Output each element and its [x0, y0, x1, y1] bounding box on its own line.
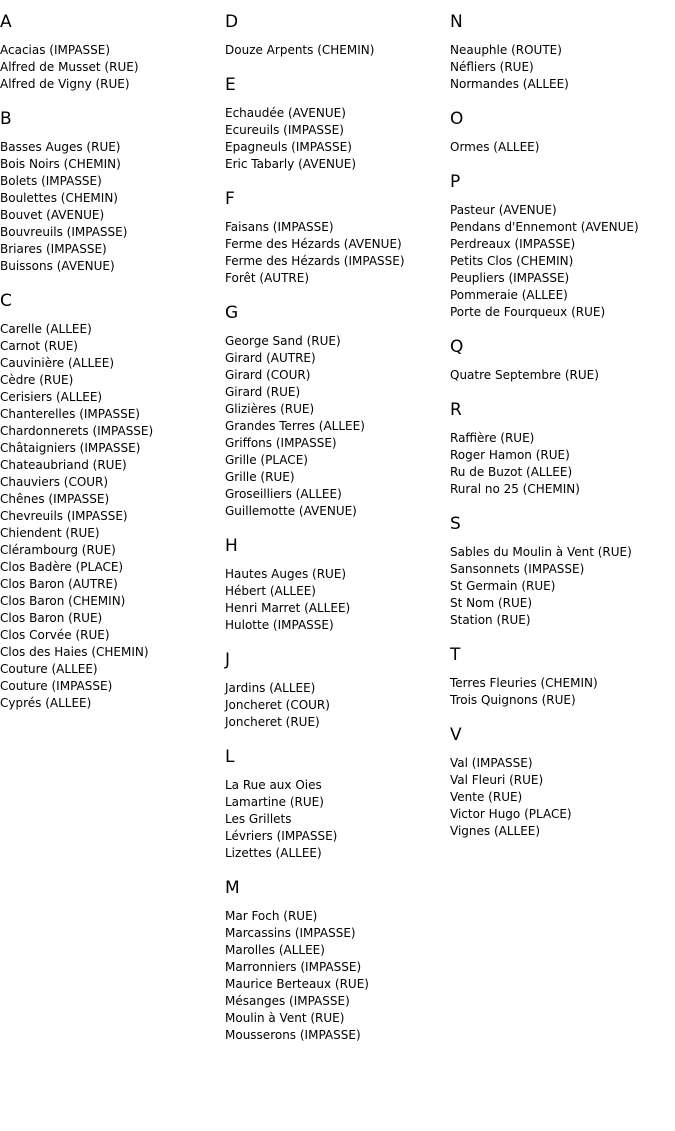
letter-group — [450, 12, 675, 93]
street-list — [225, 566, 450, 634]
street-item: Guillemotte (AVENUE) — [225, 504, 357, 518]
street-item: Peupliers (IMPASSE) — [450, 271, 570, 285]
street-list — [450, 544, 675, 629]
street-item: Marronniers (IMPASSE) — [225, 960, 362, 974]
street-item: Roger Hamon (RUE) — [450, 448, 570, 462]
street-item: Hébert (ALLEE) — [225, 584, 316, 598]
letter-group — [450, 645, 675, 709]
street-item: Maurice Berteaux (RUE) — [225, 977, 369, 991]
letter-heading: A — [0, 12, 12, 32]
letter-heading: B — [0, 109, 12, 129]
street-list — [225, 333, 450, 520]
letter-heading: O — [450, 109, 464, 129]
street-item: Boulettes (CHEMIN) — [0, 191, 118, 205]
street-item: Trois Quignons (RUE) — [450, 693, 576, 707]
street-item: Chanterelles (IMPASSE) — [0, 407, 140, 421]
street-item: George Sand (RUE) — [225, 334, 341, 348]
street-item: Lizettes (ALLEE) — [225, 846, 322, 860]
letter-group — [450, 172, 675, 321]
street-item: Rural no 25 (CHEMIN) — [450, 482, 580, 496]
letter-group — [450, 109, 675, 156]
street-item: Epagneuls (IMPASSE) — [225, 140, 352, 154]
street-item: Ormes (ALLEE) — [450, 140, 540, 154]
street-item: Chênes (IMPASSE) — [0, 492, 110, 506]
street-item: Neauphle (ROUTE) — [450, 43, 562, 57]
street-item: Val Fleuri (RUE) — [450, 773, 544, 787]
street-item: Ferme des Hézards (IMPASSE) — [225, 254, 405, 268]
street-item: St Nom (RUE) — [450, 596, 533, 610]
index-column — [0, 12, 225, 728]
street-item: Ru de Buzot (ALLEE) — [450, 465, 573, 479]
street-list — [225, 219, 450, 287]
letter-heading: S — [450, 514, 461, 534]
street-item: Val (IMPASSE) — [450, 756, 533, 770]
index-column — [225, 12, 450, 1060]
street-item: Hulotte (IMPASSE) — [225, 618, 334, 632]
letter-group — [0, 109, 225, 275]
street-item: Glizières (RUE) — [225, 402, 315, 416]
street-item: Porte de Fourqueux (RUE) — [450, 305, 606, 319]
street-item: Petits Clos (CHEMIN) — [450, 254, 574, 268]
street-item: Vignes (ALLEE) — [450, 824, 541, 838]
street-item: Clos Baron (AUTRE) — [0, 577, 118, 591]
letter-group — [0, 12, 225, 93]
street-item: Chauviers (COUR) — [0, 475, 109, 489]
street-item: Sansonnets (IMPASSE) — [450, 562, 585, 576]
letter-heading: V — [450, 725, 462, 745]
letter-group — [225, 303, 450, 520]
street-item: Faisans (IMPASSE) — [225, 220, 334, 234]
letter-group — [450, 725, 675, 840]
street-item: Marolles (ALLEE) — [225, 943, 325, 957]
street-item: Acacias (IMPASSE) — [0, 43, 111, 57]
street-item: Ecureuils (IMPASSE) — [225, 123, 344, 137]
letter-group — [225, 12, 450, 59]
street-item: Forêt (AUTRE) — [225, 271, 309, 285]
letter-group — [225, 75, 450, 173]
street-list — [225, 42, 450, 59]
street-item: Pasteur (AVENUE) — [450, 203, 557, 217]
street-item: Griffons (IMPASSE) — [225, 436, 337, 450]
letter-heading: M — [225, 878, 240, 898]
street-item: Cyprés (ALLEE) — [0, 696, 92, 710]
street-list — [450, 430, 675, 498]
street-item: Joncheret (RUE) — [225, 715, 320, 729]
street-item: Clos Badère (PLACE) — [0, 560, 124, 574]
index-column — [450, 12, 675, 856]
street-item: Pendans d'Ennemont (AVENUE) — [450, 220, 639, 234]
letter-group — [450, 337, 675, 384]
street-item: Châtaigniers (IMPASSE) — [0, 441, 141, 455]
street-item: Clos des Haies (CHEMIN) — [0, 645, 149, 659]
street-list — [450, 367, 675, 384]
letter-heading: D — [225, 12, 239, 32]
street-item: Bolets (IMPASSE) — [0, 174, 102, 188]
street-item: Henri Marret (ALLEE) — [225, 601, 351, 615]
street-item: La Rue aux Oies — [225, 778, 322, 792]
street-item: Lévriers (IMPASSE) — [225, 829, 338, 843]
street-item: Echaudée (AVENUE) — [225, 106, 346, 120]
street-list — [450, 42, 675, 93]
letter-heading: L — [225, 747, 235, 767]
letter-heading: R — [450, 400, 462, 420]
street-item: Moulin à Vent (RUE) — [225, 1011, 345, 1025]
street-item: Victor Hugo (PLACE) — [450, 807, 572, 821]
street-item: Bouvreuils (IMPASSE) — [0, 225, 128, 239]
street-item: Couture (IMPASSE) — [0, 679, 113, 693]
letter-group — [0, 291, 225, 712]
street-item: Clérambourg (RUE) — [0, 543, 116, 557]
letter-group — [225, 536, 450, 634]
letter-group — [225, 189, 450, 287]
letter-heading: Q — [450, 337, 464, 357]
street-item: Buissons (AVENUE) — [0, 259, 115, 273]
street-item: Girard (AUTRE) — [225, 351, 316, 365]
street-item: Briares (IMPASSE) — [0, 242, 107, 256]
street-item: Carnot (RUE) — [0, 339, 78, 353]
street-item: Grandes Terres (ALLEE) — [225, 419, 365, 433]
street-list — [225, 680, 450, 731]
street-item: Vente (RUE) — [450, 790, 523, 804]
street-item: Cauvinière (ALLEE) — [0, 356, 115, 370]
letter-heading: E — [225, 75, 236, 95]
street-list — [450, 675, 675, 709]
street-item: Clos Corvée (RUE) — [0, 628, 110, 642]
street-item: Hautes Auges (RUE) — [225, 567, 347, 581]
street-list — [450, 755, 675, 840]
letter-group — [225, 650, 450, 731]
street-item: Marcassins (IMPASSE) — [225, 926, 356, 940]
letter-group — [450, 400, 675, 498]
letter-heading: F — [225, 189, 235, 209]
street-item: Pommeraie (ALLEE) — [450, 288, 568, 302]
letter-heading: G — [225, 303, 239, 323]
street-item: Alfred de Vigny (RUE) — [0, 77, 130, 91]
street-item: Chevreuils (IMPASSE) — [0, 509, 128, 523]
letter-heading: P — [450, 172, 461, 192]
street-item: Girard (RUE) — [225, 385, 301, 399]
street-list — [0, 42, 225, 93]
street-item: Grille (RUE) — [225, 470, 295, 484]
street-item: Cerisiers (ALLEE) — [0, 390, 103, 404]
street-item: Quatre Septembre (RUE) — [450, 368, 599, 382]
street-item: Alfred de Musset (RUE) — [0, 60, 139, 74]
street-item: Mar Foch (RUE) — [225, 909, 318, 923]
street-item: Ferme des Hézards (AVENUE) — [225, 237, 402, 251]
street-item: Les Grillets — [225, 812, 292, 826]
street-item: Eric Tabarly (AVENUE) — [225, 157, 357, 171]
street-item: Station (RUE) — [450, 613, 531, 627]
street-list — [225, 908, 450, 1044]
letter-group — [450, 514, 675, 629]
letter-heading: J — [225, 650, 231, 670]
street-item: Perdreaux (IMPASSE) — [450, 237, 576, 251]
street-item: Chateaubriand (RUE) — [0, 458, 127, 472]
street-item: Clos Baron (CHEMIN) — [0, 594, 126, 608]
street-list — [450, 202, 675, 321]
street-item: Bouvet (AVENUE) — [0, 208, 105, 222]
street-list — [225, 777, 450, 862]
street-item: Girard (COUR) — [225, 368, 311, 382]
letter-heading: T — [450, 645, 461, 665]
street-item: Normandes (ALLEE) — [450, 77, 569, 91]
street-item: Cèdre (RUE) — [0, 373, 74, 387]
street-list — [225, 105, 450, 173]
street-item: Chiendent (RUE) — [0, 526, 100, 540]
street-item: Sables du Moulin à Vent (RUE) — [450, 545, 632, 559]
letter-group — [225, 878, 450, 1044]
street-item: Lamartine (RUE) — [225, 795, 324, 809]
street-item: Groseilliers (ALLEE) — [225, 487, 342, 501]
street-item: Jardins (ALLEE) — [225, 681, 316, 695]
letter-heading: N — [450, 12, 463, 32]
street-item: Basses Auges (RUE) — [0, 140, 121, 154]
street-item: Douze Arpents (CHEMIN) — [225, 43, 375, 57]
letter-heading: H — [225, 536, 238, 556]
street-item: Grille (PLACE) — [225, 453, 308, 467]
street-item: Bois Noirs (CHEMIN) — [0, 157, 121, 171]
street-item: Terres Fleuries (CHEMIN) — [450, 676, 598, 690]
street-list — [0, 139, 225, 275]
letter-heading: C — [0, 291, 12, 311]
letter-group — [225, 747, 450, 862]
street-list — [0, 321, 225, 712]
street-list — [450, 139, 675, 156]
street-item: Joncheret (COUR) — [225, 698, 330, 712]
street-item: Néfliers (RUE) — [450, 60, 534, 74]
street-item: Couture (ALLEE) — [0, 662, 98, 676]
street-item: Mousserons (IMPASSE) — [225, 1028, 361, 1042]
street-item: Clos Baron (RUE) — [0, 611, 103, 625]
street-item: St Germain (RUE) — [450, 579, 556, 593]
street-item: Carelle (ALLEE) — [0, 322, 92, 336]
street-item: Chardonnerets (IMPASSE) — [0, 424, 154, 438]
street-item: Raffière (RUE) — [450, 431, 535, 445]
street-item: Mésanges (IMPASSE) — [225, 994, 350, 1008]
